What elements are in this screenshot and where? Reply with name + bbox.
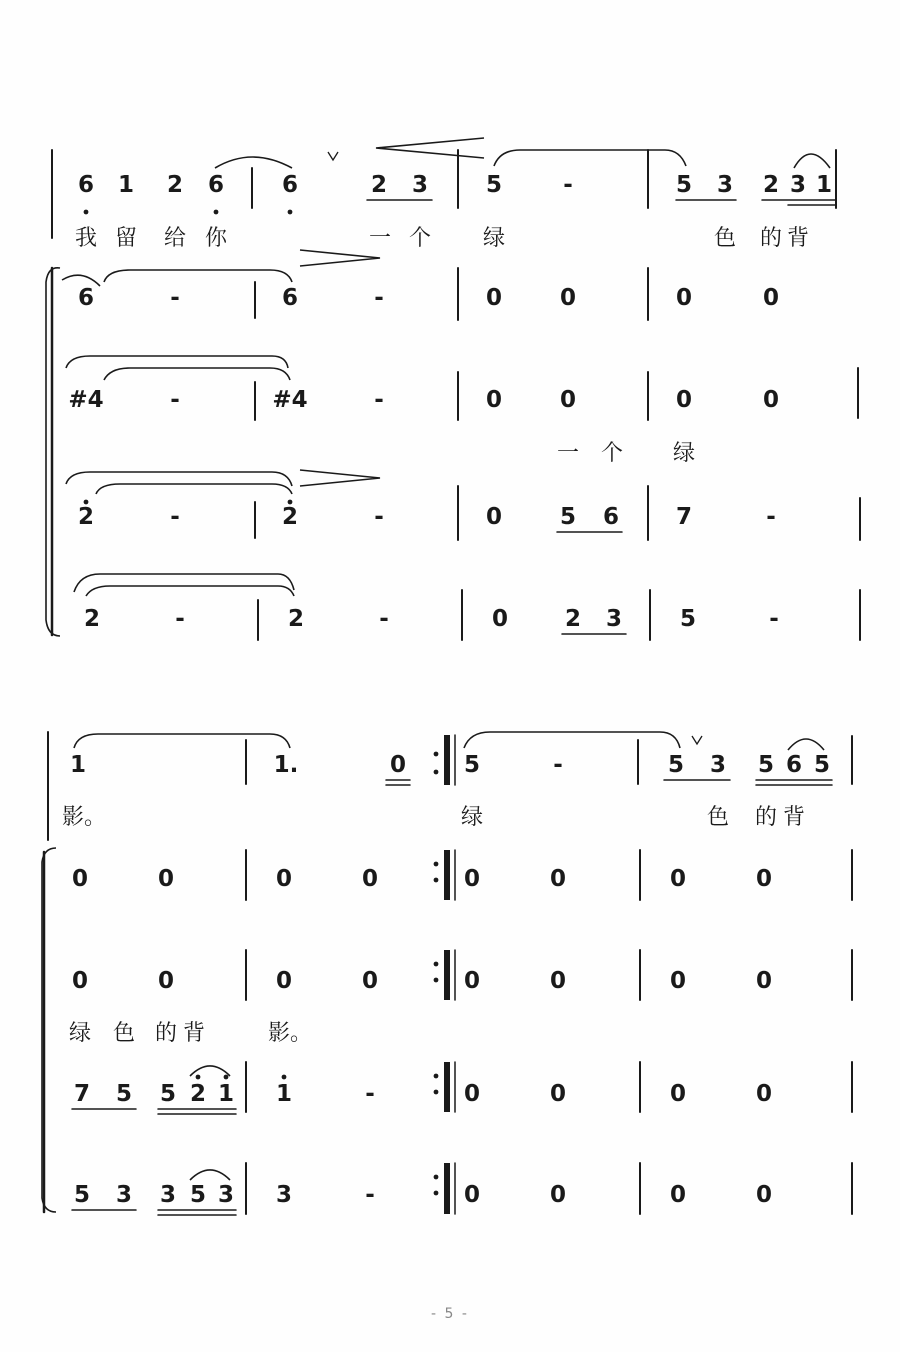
lyric-char: 色 <box>112 1021 136 1046</box>
slur <box>190 1066 230 1076</box>
note: 3 <box>789 172 807 198</box>
breath-mark <box>692 736 702 744</box>
octave-dot <box>196 1075 201 1080</box>
octave-dot <box>214 210 219 215</box>
note: 0 <box>361 866 379 892</box>
repeat-dot <box>434 962 439 967</box>
lyric-char: 给 <box>163 226 187 251</box>
repeat-dot <box>434 770 439 775</box>
lyric-char: 绿 <box>460 805 484 830</box>
lyric-char: 绿 <box>68 1021 92 1046</box>
lyric-char: 一 <box>556 441 580 466</box>
lyric-char: 个 <box>600 441 624 466</box>
note: 0 <box>755 968 773 994</box>
sustain-dash: - <box>374 285 384 311</box>
octave-dot <box>288 500 293 505</box>
note: 0 <box>463 866 481 892</box>
repeat-dot <box>434 1090 439 1095</box>
sustain-dash: - <box>175 606 185 632</box>
note: 2 <box>77 504 95 530</box>
note: 0 <box>559 285 577 311</box>
note: 0 <box>669 1182 687 1208</box>
sustain-dash: - <box>769 606 779 632</box>
note: 5 <box>159 1081 177 1107</box>
octave-dot <box>84 500 89 505</box>
note: 1 <box>117 172 135 198</box>
note: 1 <box>815 172 833 198</box>
note: 5 <box>679 606 697 632</box>
note: #4 <box>272 387 308 413</box>
sustain-dash: - <box>379 606 389 632</box>
note: 2 <box>762 172 780 198</box>
sustain-dash: - <box>766 504 776 530</box>
diminuendo-hairpin <box>300 250 380 266</box>
note: 2 <box>287 606 305 632</box>
note: 6 <box>602 504 620 530</box>
note: #4 <box>68 387 104 413</box>
sustain-dash: - <box>365 1182 375 1208</box>
lyric-char: 我 <box>74 226 98 251</box>
sustain-dash: - <box>563 172 573 198</box>
octave-dot <box>288 210 293 215</box>
slur <box>788 739 824 750</box>
note: 0 <box>389 752 407 778</box>
tie <box>215 157 292 168</box>
sustain-dash: - <box>553 752 563 778</box>
note: 0 <box>485 504 503 530</box>
note: 1 <box>69 752 87 778</box>
page-number: - 5 - <box>431 1306 469 1322</box>
note: 0 <box>463 968 481 994</box>
sustain-dash: - <box>374 504 384 530</box>
note: 3 <box>275 1182 293 1208</box>
lyric-char: 背 <box>182 1021 206 1046</box>
note: 0 <box>491 606 509 632</box>
sustain-dash: - <box>365 1081 375 1107</box>
note: 0 <box>549 1081 567 1107</box>
note: 0 <box>755 866 773 892</box>
note: 1 <box>275 1081 293 1107</box>
lyric-char: 的 <box>759 226 783 251</box>
lyric-char: 你 <box>204 226 228 251</box>
note: 3 <box>716 172 734 198</box>
note: 3 <box>605 606 623 632</box>
slur <box>66 356 288 368</box>
note: 0 <box>549 968 567 994</box>
note: 0 <box>559 387 577 413</box>
slur <box>86 586 294 596</box>
note: 3 <box>115 1182 133 1208</box>
lyric-char: 背 <box>782 805 806 830</box>
note: 6 <box>281 172 299 198</box>
octave-dot <box>282 1075 287 1080</box>
slur <box>494 150 686 166</box>
note: 5 <box>485 172 503 198</box>
note: 0 <box>755 1182 773 1208</box>
crescendo-hairpin <box>376 138 484 158</box>
repeat-dot <box>434 752 439 757</box>
lyric-char: 绿 <box>482 226 506 251</box>
lyric-char: 绿 <box>672 441 696 466</box>
lyric-char: 的 <box>154 1021 178 1046</box>
repeat-dot <box>434 1074 439 1079</box>
lyric-char: 影。 <box>61 805 107 830</box>
note: 5 <box>115 1081 133 1107</box>
lyric-char: 留 <box>114 226 138 251</box>
note: 5 <box>559 504 577 530</box>
note: 5 <box>675 172 693 198</box>
note: 3 <box>411 172 429 198</box>
sustain-dash: - <box>170 387 180 413</box>
note: 2 <box>83 606 101 632</box>
repeat-bar-thick <box>444 1062 450 1112</box>
slur <box>74 574 294 592</box>
note: 5 <box>813 752 831 778</box>
note: 5 <box>667 752 685 778</box>
lyric-char: 个 <box>408 226 432 251</box>
note: 0 <box>669 968 687 994</box>
note: 0 <box>71 866 89 892</box>
repeat-dot <box>434 1191 439 1196</box>
note: 3 <box>217 1182 235 1208</box>
note: 0 <box>463 1081 481 1107</box>
note: 0 <box>157 968 175 994</box>
note: 1. <box>273 752 299 778</box>
note: 7 <box>675 504 693 530</box>
repeat-dot <box>434 1175 439 1180</box>
slur <box>96 484 292 494</box>
note: 7 <box>73 1081 91 1107</box>
diminuendo-hairpin <box>300 470 380 486</box>
note: 2 <box>281 504 299 530</box>
note: 1 <box>217 1081 235 1107</box>
lyric-char: 背 <box>786 226 810 251</box>
octave-dot <box>224 1075 229 1080</box>
note: 0 <box>669 866 687 892</box>
note: 0 <box>275 968 293 994</box>
note: 3 <box>709 752 727 778</box>
slur <box>104 368 290 380</box>
note: 0 <box>675 285 693 311</box>
note: 2 <box>564 606 582 632</box>
note: 5 <box>73 1182 91 1208</box>
note: 0 <box>71 968 89 994</box>
repeat-bar-thick <box>444 950 450 1000</box>
note: 0 <box>669 1081 687 1107</box>
note: 0 <box>485 285 503 311</box>
breath-mark <box>328 152 338 160</box>
octave-dot <box>84 210 89 215</box>
note: 0 <box>361 968 379 994</box>
note: 0 <box>275 866 293 892</box>
repeat-dot <box>434 878 439 883</box>
slur <box>794 154 830 168</box>
note: 0 <box>549 866 567 892</box>
note: 5 <box>757 752 775 778</box>
note: 6 <box>281 285 299 311</box>
sustain-dash: - <box>170 285 180 311</box>
slur <box>74 734 290 748</box>
note: 6 <box>207 172 225 198</box>
repeat-bar-thick <box>444 735 450 785</box>
note: 2 <box>370 172 388 198</box>
note: 0 <box>675 387 693 413</box>
note: 5 <box>189 1182 207 1208</box>
lyric-char: 色 <box>713 226 737 251</box>
repeat-bar-thick <box>444 1163 450 1214</box>
note: 6 <box>77 172 95 198</box>
lyric-char: 的 <box>754 805 778 830</box>
note: 2 <box>166 172 184 198</box>
note: 0 <box>762 285 780 311</box>
sustain-dash: - <box>170 504 180 530</box>
note: 6 <box>785 752 803 778</box>
sustain-dash: - <box>374 387 384 413</box>
slur <box>104 270 292 282</box>
note: 2 <box>189 1081 207 1107</box>
note: 3 <box>159 1182 177 1208</box>
note: 0 <box>755 1081 773 1107</box>
slur <box>190 1170 230 1180</box>
repeat-bar-thick <box>444 850 450 900</box>
note: 0 <box>463 1182 481 1208</box>
note: 6 <box>77 285 95 311</box>
note: 0 <box>549 1182 567 1208</box>
note: 0 <box>485 387 503 413</box>
lyric-char: 影。 <box>267 1021 313 1046</box>
lyric-char: 色 <box>706 805 730 830</box>
note: 0 <box>762 387 780 413</box>
slur <box>464 732 680 748</box>
repeat-dot <box>434 862 439 867</box>
note: 0 <box>157 866 175 892</box>
note: 5 <box>463 752 481 778</box>
repeat-dot <box>434 978 439 983</box>
lyric-char: 一 <box>368 226 392 251</box>
